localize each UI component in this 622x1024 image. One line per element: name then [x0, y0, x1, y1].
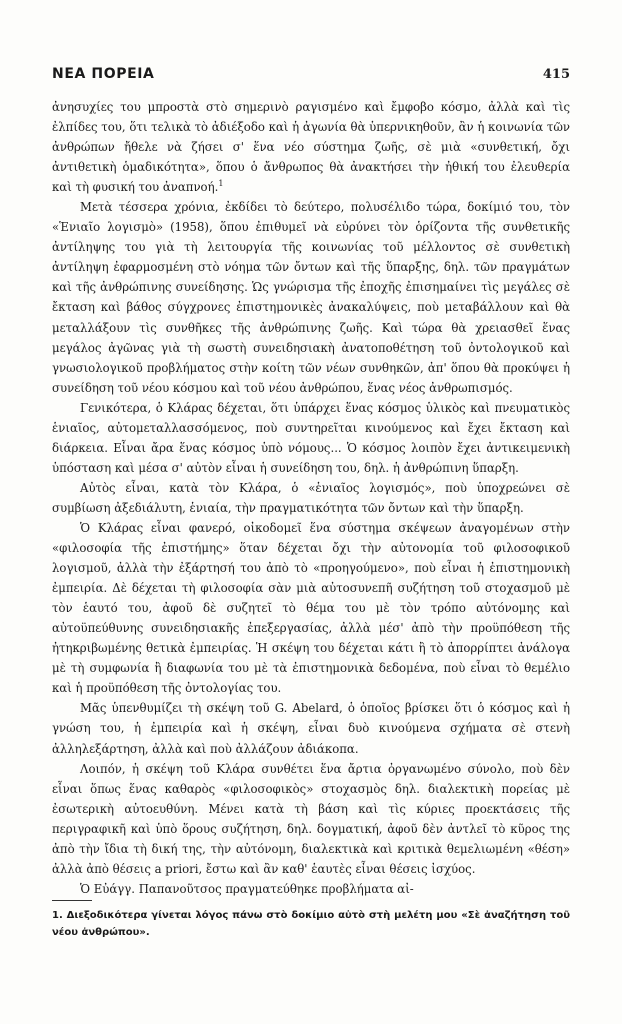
body-text — [52, 97, 570, 899]
paragraph: Γενικότερα, ὁ Κλάρας δέχεται, ὅτι ὑπάρχει ἕνας κόσμος ὑλικὸς καὶ πνευματικὸς ἑνιαῖος, αὐτομεταλλασσόμενος, ποὺ συντηρεῖται κινούμενος καὶ ἔχει ἔκταση καὶ διάρκεια. Εἶναι ἄρα ἕνας κόσμος ὑπὸ νόμους... Ὁ κόσμος λοιπὸν ἔχει ἀντικειμενικὴ ὑπόσταση καὶ μέσα σ' αὐτὸν εἶναι ἡ συνείδηση του, δηλ. ἡ ἀνθρώπινη ὕπαρξη. — [52, 400, 570, 475]
paragraph: Ὁ Εὐάγγ. Παπανοῦτσος πραγματεύθηκε προβλήματα αἰ- — [80, 881, 414, 896]
paragraph — [52, 97, 570, 197]
page-header — [52, 60, 570, 82]
paragraph: Αὐτὸς εἶναι, κατὰ τὸν Κλάρα, ὁ «ἑνιαῖος λογισμός», ποὺ ὑποχρεώνει σὲ συμβίωση ἀξεδιάλυτη, ἑνιαία, τὴν πραγματικότητα τῶν ὄντων καὶ τὴν ὕπαρξη. — [52, 480, 570, 515]
footnote-reference: 1 — [218, 179, 224, 189]
footnote: 1. Διεξοδικότερα γίνεται λόγος πάνω στὸ δοκίμιο αὐτὸ στὴ μελέτη μου «Σὲ ἀναζήτηση τοῦ νέου ἀνθρώπου». — [52, 910, 570, 938]
journal-title: ΝΕΑ ΠΟΡΕΙΑ — [52, 66, 155, 82]
paragraph: Μᾶς ὑπενθυμίζει τὴ σκέψη τοῦ G. Abelard, ὁ ὁποῖος βρίσκει ὅτι ὁ κόσμος καὶ ἡ γνώση του, ἡ ἐμπειρία καὶ ἡ σκέψη, εἶναι δυὸ κινούμενα σχήματα σὲ στενὴ ἀλληλεξάρτηση, ἀλλὰ καὶ ποὺ ἀλλάζουν ἀδιάκοπα. — [52, 701, 570, 756]
paragraph: Λοιπόν, ἡ σκέψη τοῦ Κλάρα συνθέτει ἕνα ἄρτια ὀργανωμένο σύνολο, ποὺ δὲν εἶναι ὅπως ἕνας καθαρὸς «φιλοσοφικὸς» στοχασμὸς δηλ. διαλεκτικὴ πορείας μὲ ἐσωτερικὴ αὐτοευθύνη. Μένει κατὰ τὴ βάση καὶ τὶς κύριες προεκτάσεις τῆς περιγραφικῆ καὶ ὑπὸ ὅρους συζήτηση, δηλ. δογματική, ἀφοῦ δὲν ἀντλεῖ τὸ κῦρος της ἀπὸ τὴν ἴδια τὴ δική της, τὴν αὐτόνομη, διαλεκτικὰ καὶ κριτικὰ θεμελιωμένη «θέση» ἀλλὰ ἀπὸ θέσεις a priori, ἔστω καὶ ἂν καθ' ἑαυτὲς εἶναι θέσεις ἰσχύος. — [52, 761, 570, 876]
paragraph-text: ἀνησυχίες του μπροστὰ στὸ σημερινὸ ραγισμένο καὶ ἔμφοβο κόσμο, ἀλλὰ καὶ τὶς ἐλπίδες του, ὅτι τελικὰ τὸ ἀδιέξοδο καὶ ἡ ἀγωνία θὰ ὑπερνικηθοῦν, ἂν ἡ κοινωνία τῶν ἀνθρώπων ἤθελε νὰ ζήσει σ' ἕνα νέο σύστημα ζωῆς, σὲ μιὰ «συνθετική, ὄχι ἀντιθετικὴ ὁμαδικότητα», ὅπου ὁ ἄνθρωπος θὰ ἀνακτήσει τὴν ἠθική του ἐλευθερία καὶ τὴ φυσική του ἀναπνοή. — [52, 100, 570, 195]
paragraph: Ὁ Κλάρας εἶναι φανερό, οἰκοδομεῖ ἕνα σύστημα σκέψεων ἀναγομένων στὴν «φιλοσοφία τῆς ἐπιστήμης» ὅταν δέχεται ὄχι τὴν αὐτονομία τοῦ φιλοσοφικοῦ λογισμοῦ, ἀλλὰ τὴν ἐξάρτησή του ἀπὸ τὸ «προηγούμενο», ποὺ εἶναι ἡ ἐπιστημονικὴ ἐμπειρία. Δὲ δέχεται τὴ φιλοσοφία σὰν μιὰ αὐτοσυνεπῆ συζήτηση τοῦ στοχασμοῦ μὲ τὸν ἑαυτό του, ἀφοῦ δὲ συζητεῖ τὸ θέμα του μὲ τὸν τρόπο αὐτόνομης καὶ αὐτοϋπεύθυνης συνειδησιακῆς ἐπεξεργασίας, ἀλλὰ μέσ' ἀπὸ τὴν προϋπόθεση τῆς ἠτηκριβωμένης θετικὰ ἐμπειρίας. Ἡ σκέψη του δέχεται κάτι ἢ τὸ ἀπορρίπτει ἀνάλογα μὲ τὴ συμφωνία ἢ διαφωνία του μὲ τὰ ἐπιστημονικὰ δεδομένα, ποὺ εἶναι τὸ θεμέλιο καὶ ἡ προϋπόθεση τῆς ὀντολογίας του. — [52, 520, 570, 696]
paragraph: Μετὰ τέσσερα χρόνια, ἐκδίδει τὸ δεύτερο, πολυσέλιδο τώρα, δοκίμιό του, τὸν «Ἑνιαῖο λογισμὸ» (1958), ὅπου ἐπιθυμεῖ νὰ εὐρύνει τὸν ὁρίζοντα τῆς συνθετικῆς ἀντίληψης του γιὰ τὴ λειτουργία τῆς κοινωνίας τοῦ μέλλοντος σὲ συνθετικὴ ἀντίληψη ἐφαρμοσμένη στὸ νόημα τῶν ὄντων καὶ τῆς ὕπαρξης, δηλ. τῶν πραγμάτων καὶ τῆς ἀνθρώπινης συνείδησης. Ὡς γνώρισμα τῆς ἐποχῆς ἐπισημαίνει τὶς μεγάλες σὲ ἔκταση καὶ βάθος σύγχρονες ἐπιστημονικὲς ἀνακαλύψεις, ποὺ μεταβάλλουν καὶ θὰ μεταλλάξουν τὶς συνθῆκες τῆς ἀνθρώπινης ζωῆς. Καὶ τώρα θὰ χρειασθεῖ ἕνας μεγάλος ἀγῶνας γιὰ τὴ σωστὴ συνειδησιακὴ ἀνατοποθέτηση τοῦ ὀντολογικοῦ καὶ γνωσιολογικοῦ προβλήματος στὴν κοίτη τῶν νέων συνθηκῶν, ἀπ' ὅπου θὰ προκύψει ἡ συνείδηση τοῦ νέου κόσμου καὶ τοῦ νέου ἀνθρώπου, ἕνας νέος ἀνθρωπισμός. — [52, 200, 570, 395]
page-number: 415 — [542, 67, 570, 82]
footnote-divider — [52, 900, 92, 901]
